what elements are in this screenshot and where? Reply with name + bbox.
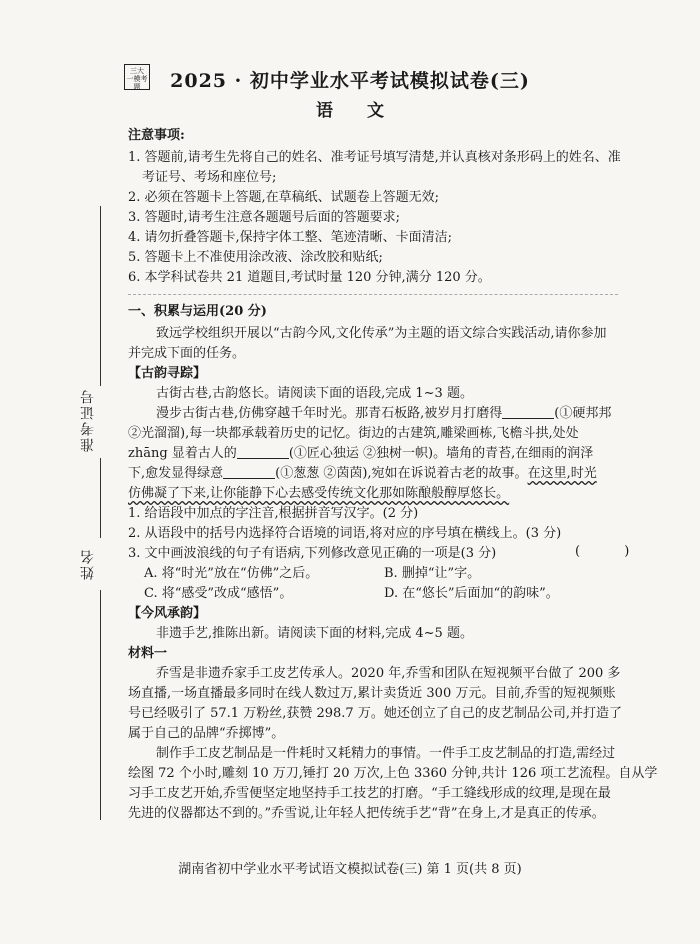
option-d: D. 在“悠长”后面加“的韵味”。 [384, 586, 559, 601]
section-heading: 一、积累与运用(20 分) [128, 304, 267, 319]
option-a: A. 将“时光”放在“仿佛”之后。 [144, 566, 319, 581]
answer-blank[interactable] [237, 444, 289, 459]
notice-item: 2. 必须在答题卡上答题,在草稿纸、试题卷上答题无效; [128, 190, 440, 205]
passage-text: (①硬邦邦 [554, 406, 612, 421]
page-footer: 湖南省初中学业水平考试语文模拟试卷(三) 第 1 页(共 8 页) [178, 862, 522, 877]
wavy-sentence: 在这里,时光 [527, 466, 597, 481]
notice-item: 考证号、考场和座位号; [142, 170, 277, 185]
passage-text: 下,愈发显得绿意 [128, 466, 224, 481]
passage-line: ②光溜溜),每一块都承载着历史的记忆。街边的古建筑,雕梁画栋,飞檐斗拱,处处 [128, 426, 579, 441]
page-title: 2025 · 初中学业水平考试模拟试卷(三) [170, 70, 530, 92]
material-line: 号已经吸引了 57.1 万粉丝,获赞 298.7 万。她还创立了自己的皮艺制品公司,并打造了 [128, 706, 622, 721]
passage-lead: 非遗手艺,推陈出新。请阅读下面的材料,完成 4~5 题。 [156, 626, 473, 641]
material-line: 场直播,一场直播最多同时在线人数过万,累计卖货近 300 万元。目前,乔雪的短视频账 [128, 686, 616, 701]
logo-line: 一模考 [126, 75, 148, 83]
notice-item: 5. 答题卡上不准使用涂改液、涂改胶和贴纸; [128, 250, 383, 265]
material-line: 绘图 72 个小时,雕刻 10 万刀,锤打 20 万次,上色 3360 分钟,共计 126 项工艺流程。自从学 [128, 766, 658, 781]
answer-paren[interactable]: ( ) [575, 544, 650, 559]
wavy-sentence: 仿佛凝了下来,让你能静下心去感受传统文化那如陈酿般醇厚悠长。 [128, 486, 510, 501]
answer-blank[interactable] [223, 464, 275, 479]
exam-id-line [100, 458, 101, 538]
section-divider [128, 294, 618, 295]
section-intro: 并完成下面的任务。 [128, 346, 246, 361]
exam-id-label: 准考证号 [80, 388, 96, 452]
passage-text: (①匠心独运 ②独树一帜)。墙角的青苔,在细雨的润泽 [288, 446, 594, 461]
material-line: 属于自己的品牌“乔掷博”。 [128, 726, 285, 741]
name-label: 姓名 [80, 548, 96, 580]
passage-line [128, 444, 593, 464]
material-line: 制作手工皮艺制品是一件耗时又耗精力的事情。一件手工皮艺制品的打造,需经过 [156, 746, 616, 761]
question-3: 3. 文中画波浪线的句子有语病,下列修改意见正确的一项是(3 分) [128, 546, 497, 561]
section-intro: 致远学校组织开展以“古韵今风,文化传承”为主题的语文综合实践活动,请你参加 [156, 326, 607, 341]
passage-lead: 古街古巷,古韵悠长。请阅读下面的语段,完成 1~3 题。 [156, 386, 473, 401]
material-line: 乔雪是非遗乔家手工皮艺传承人。2020 年,乔雪和团队在短视频平台做了 200 多 [156, 666, 621, 681]
material-line: 先进的仪器都达不到的。”乔雪说,让年轻人把传统手艺“背”在身上,才是真正的传承。 [128, 806, 605, 821]
passage-text: (①葱葱 ②茵茵),宛如在诉说着古老的故事。 [275, 466, 528, 481]
notice-item: 1. 答题前,请考生先将自己的姓名、准考证号填写清楚,并认真核对条形码上的姓名、准 [128, 150, 621, 165]
notice-item: 6. 本学科试卷共 21 道题目,考试时量 120 分钟,满分 120 分。 [128, 270, 491, 285]
name-line [100, 590, 101, 820]
material-line: 习手工皮艺开始,乔雪便坚定地坚持手工技艺的打磨。“手工缝线形成的纹理,是现在最 [128, 786, 611, 801]
passage-line [128, 464, 597, 484]
notice-item: 3. 答题时,请考生注意各题题号后面的答题要求; [128, 210, 401, 225]
material-label: 材料一 [128, 646, 168, 661]
question-2: 2. 从语段中的括号内选择符合语境的词语,将对应的序号填在横线上。(3 分) [128, 526, 562, 541]
binding-line [100, 206, 101, 386]
passage-text: 漫步古街古巷,仿佛穿越千年时光。那青石板路,被岁月打磨得 [156, 406, 503, 421]
notice-heading: 注意事项: [128, 128, 185, 143]
logo-line: 题 [133, 83, 141, 91]
logo-line: 三大 [130, 67, 144, 75]
option-c: C. 将“感受”改成“感悟”。 [144, 586, 293, 601]
passage-text: zhāng 显着古人的 [128, 446, 237, 461]
answer-blank[interactable] [502, 404, 554, 419]
subsection-heading: 【古韵寻踪】 [128, 366, 207, 381]
subject-title: 语 文 [316, 101, 398, 121]
subsection-heading: 【今风承韵】 [128, 606, 207, 621]
option-b: B. 删掉“让”字。 [384, 566, 481, 581]
passage-line [156, 404, 611, 424]
question-1: 1. 给语段中加点的字注音,根据拼音写汉字。(2 分) [128, 506, 419, 521]
notice-item: 4. 请勿折叠答题卡,保持字体工整、笔迹清晰、卡面清洁; [128, 230, 453, 245]
